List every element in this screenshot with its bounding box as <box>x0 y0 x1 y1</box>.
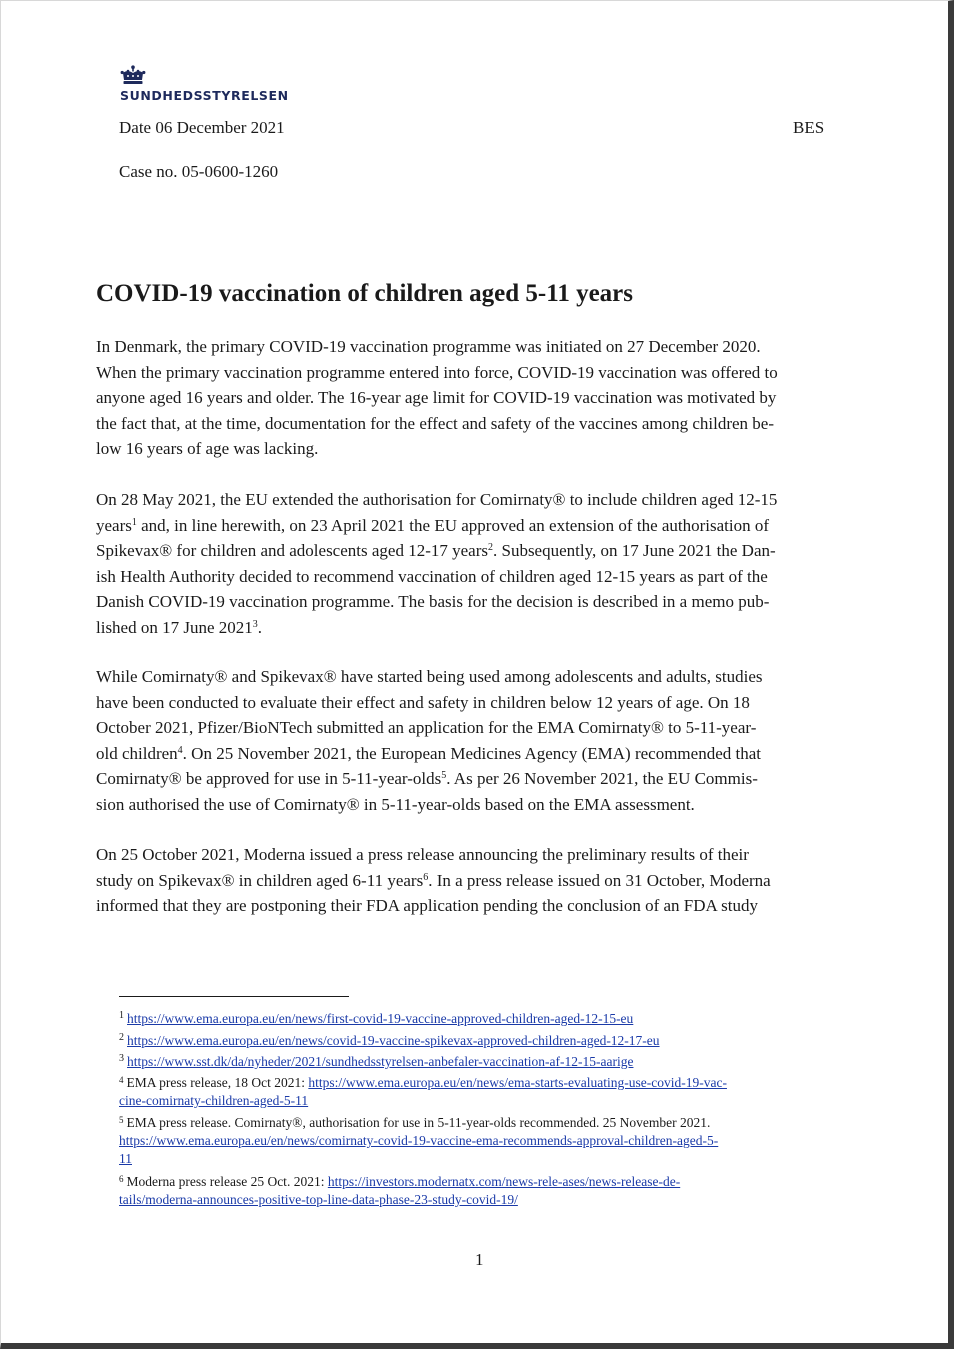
footnote-4 <box>119 1074 727 1110</box>
footnote-link[interactable]: https://www.ema.europa.eu/en/news/first-covid-19-vaccine-approved-children-aged-12-15-eu <box>127 1011 634 1026</box>
paragraph-4 <box>96 842 871 919</box>
footnote-5 <box>119 1114 718 1168</box>
text-line: In Denmark, the primary COVID-19 vaccination programme was initiated on 27 December 2020. <box>96 337 761 356</box>
footnote-mark: 2 <box>119 1032 124 1043</box>
text-line: informed that they are postponing their FDA application pending the conclusion of an FDA study <box>96 896 758 915</box>
case-number: Case no. 05-0600-1260 <box>119 162 279 181</box>
footnote-ref: 3 <box>252 618 258 630</box>
footnote-link-continued[interactable]: cine-comirnaty-children-aged-5-11 <box>119 1093 309 1108</box>
footnote-mark: 5 <box>119 1115 124 1125</box>
text-line: Spikevax® for children and adolescents aged 12-17 years$^2$. Subsequently, on 17 June 2021 the Dan- <box>96 541 776 560</box>
agency-name: SUNDHEDSSTYRELSEN <box>120 88 289 103</box>
text-line: Comirnaty® be approved for use in 5-11-year-olds$^5$. As per 26 November 2021, the EU Commis- <box>96 769 758 788</box>
footnote-ref: 1 <box>131 516 137 528</box>
footnote-mark: 3 <box>119 1053 124 1064</box>
footnote-1 <box>119 1010 633 1028</box>
text-line: years$^1$ and, in line herewith, on 23 April 2021 the EU approved an extension of the authorisation of <box>96 515 770 535</box>
paragraph-3 <box>96 664 871 817</box>
footnote-text: Moderna press release 25 Oct. 2021: <box>126 1174 328 1189</box>
footnote-link[interactable]: https://www.ema.europa.eu/en/news/covid-19-vaccine-spikevax-approved-children-aged-12-17-eu <box>127 1033 660 1048</box>
footnote-text: EMA press release. Comirnaty®, authorisation for use in 5-11-year-olds recommended. 25 November 2021. <box>126 1115 711 1130</box>
footnote-link[interactable]: https://www.ema.europa.eu/en/news/ema-starts-evaluating-use-covid-19-vac- <box>308 1075 727 1090</box>
footnote-mark: 6 <box>119 1174 124 1184</box>
text-line: On 25 October 2021, Moderna issued a press release announcing the preliminary results of their <box>96 845 749 864</box>
paragraph-1 <box>96 334 871 462</box>
footnote-ref: 5 <box>441 770 447 781</box>
footnote-text: EMA press release, 18 Oct 2021: <box>126 1075 309 1090</box>
footnote-ref: 4 <box>177 744 183 756</box>
text-line: old children$^4$. On 25 November 2021, the European Medicines Agency (EMA) recommended that <box>96 743 761 763</box>
footnote-3 <box>119 1053 633 1071</box>
footnote-2 <box>119 1032 660 1050</box>
text-line: the fact that, at the time, documentation for the effect and safety of the vaccines among children be- <box>96 413 774 433</box>
footnote-ref: 2 <box>487 542 493 553</box>
text-line: ish Health Authority decided to recommend vaccination of children aged 12-15 years as part of the <box>96 566 768 586</box>
text-line: anyone aged 16 years and older. The 16-year age limit for COVID-19 vaccination was motivated by <box>96 388 777 407</box>
footnote-link[interactable]: https://investors.modernatx.com/news-rele-ases/news-release-de- <box>327 1174 681 1189</box>
footnote-6 <box>119 1173 680 1209</box>
text-line: sion authorised the use of Comirnaty® in 5-11-year-olds based on the EMA assessment. <box>96 794 695 814</box>
text-line: study on Spikevax® in children aged 6-11 years$^6$. In a press release issued on 31 October, Moderna <box>96 870 771 890</box>
document-title: COVID-19 vaccination of children aged 5-11 years <box>96 280 634 307</box>
text-line: have been conducted to evaluate their effect and safety in children below 12 years of age. On 18 <box>96 692 750 712</box>
footnote-link-continued[interactable]: 11 <box>119 1151 132 1166</box>
footnote-mark: 4 <box>119 1075 124 1085</box>
page-number: 1 <box>475 1250 484 1269</box>
footnote-separator <box>119 996 349 997</box>
text-line: Danish COVID-19 vaccination programme. The basis for the decision is described in a memo pub- <box>96 592 770 611</box>
text-line: low 16 years of age was lacking. <box>96 439 319 458</box>
paragraph-2 <box>96 487 871 640</box>
text-line: While Comirnaty® and Spikevax® have started being used among adolescents and adults, studies <box>96 667 763 686</box>
footnote-link-continued[interactable]: tails/moderna-announces-positive-top-line-data-phase-23-study-covid-19/ <box>119 1192 518 1207</box>
text-line: On 28 May 2021, the EU extended the authorisation for Comirnaty® to include children aged 12-15 <box>96 490 778 509</box>
text-line: lished on 17 June 2021$^3$. <box>96 617 263 637</box>
text-line: When the primary vaccination programme entered into force, COVID-19 vaccination was offered to <box>96 362 778 382</box>
footnote-link[interactable]: https://www.sst.dk/da/nyheder/2021/sundhedsstyrelsen-anbefaler-vaccination-af-12-15-aarige <box>127 1054 634 1069</box>
footnote-link[interactable]: https://www.ema.europa.eu/en/news/comirnaty-covid-19-vaccine-ema-recommends-approval-children-aged-5- <box>119 1133 719 1148</box>
text-line: October 2021, Pfizer/BioNTech submitted an application for the EMA Comirnaty® to 5-11-year- <box>96 718 757 737</box>
crown-icon <box>119 65 147 89</box>
author-initials: BES <box>793 118 825 137</box>
footnote-mark: 1 <box>119 1010 124 1021</box>
document-date: Date 06 December 2021 <box>119 118 285 137</box>
footnote-ref: 6 <box>423 871 429 883</box>
